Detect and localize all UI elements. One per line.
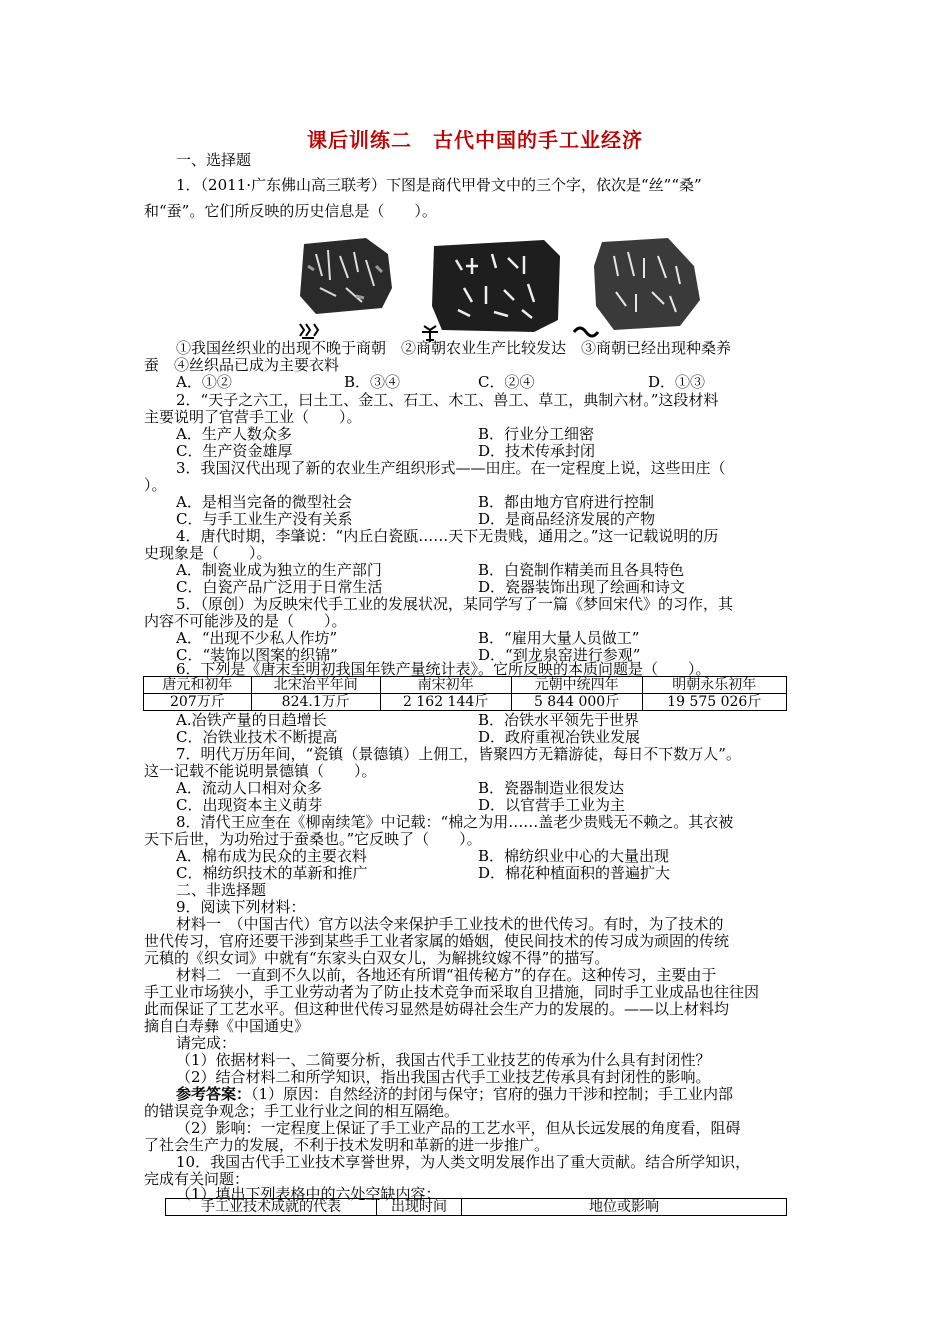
q5-stem-line1: 5．（原创）为反映宋代手工业的发展状况，某同学写了一篇《梦回宋代》的习作，其 bbox=[176, 595, 734, 613]
table-header-cell: 明朝永乐初年 bbox=[642, 677, 786, 694]
oracle-bone-figure bbox=[296, 236, 704, 344]
q2-option-a: A．生产人数众多 bbox=[176, 425, 292, 443]
q9-material1-line3: 元稹的《织女词》中就有“东家头白双女儿，为解挑纹嫁不得”的描写。 bbox=[144, 949, 610, 967]
q8-option-a: A．棉布成为民众的主要衣料 bbox=[176, 847, 367, 865]
q9-material2-line1: 材料二 一直到不久以前，各地还有所谓“祖传秘方”的存在。这种传习，主要由于 bbox=[176, 966, 717, 984]
q4-option-b: B．白瓷制作精美而且各具特色 bbox=[478, 561, 685, 579]
q9-intro: 9．阅读下列材料： bbox=[176, 898, 306, 916]
q9-answer-line4: 了社会生产力的发展，不利于技术发明和革新的进一步推广。 bbox=[144, 1136, 550, 1154]
q9-answer-line2: 的错误竞争观念；手工业行业之间的相互隔绝。 bbox=[144, 1102, 460, 1120]
q7-option-c: C．出现资本主义萌芽 bbox=[176, 796, 323, 814]
q4-option-c: C．白瓷产品广泛用于日常生活 bbox=[176, 578, 383, 596]
q9-material1-line2: 世代传习，官府还要干涉到某些手工业者家属的婚姻，使民间技术的传习成为顽固的传统 bbox=[144, 932, 730, 950]
q9-ask2: （2）结合材料二和所学知识，指出我国古代手工业技艺传承具有封闭性的影响。 bbox=[176, 1068, 711, 1086]
q5-option-d: D．“到龙泉窑进行参观” bbox=[478, 646, 641, 664]
q5-option-c: C．“装饰以图案的织锦” bbox=[176, 646, 338, 664]
table-cell: 824.1万斤 bbox=[251, 694, 380, 711]
table-header-cell: 南宋初年 bbox=[380, 677, 511, 694]
q9-material2-line3: 此而保证了工艺水平。但这种世代传习显然是妨碍社会生产力的发展的。——以上材料均 bbox=[144, 1000, 730, 1018]
q2-option-b: B．行业分工细密 bbox=[478, 425, 595, 443]
table-header-row bbox=[144, 677, 787, 694]
table-header-cell: 地位或影响 bbox=[462, 1199, 787, 1216]
q8-option-d: D．棉花种植面积的普遍扩大 bbox=[478, 864, 671, 882]
q10-stem-line2: 完成有关问题： bbox=[144, 1170, 250, 1188]
q9-material1-line1: 材料一 （中国古代）官方以法令来保护手工业技术的世代传习。有时，为了技术的 bbox=[176, 915, 724, 933]
table-header-cell: 手工业技术成就的代表 bbox=[166, 1199, 377, 1216]
iron-output-table bbox=[143, 676, 787, 711]
q8-stem-line2: 天下后世，为功殆过于蚕桑也。”它反映了（ ）。 bbox=[144, 830, 482, 848]
q3-option-a: A．是相当完备的微型社会 bbox=[176, 493, 352, 511]
q7-option-d: D．以官营手工业为主 bbox=[478, 796, 626, 814]
table-header-row bbox=[166, 1199, 787, 1216]
q7-stem-line2: 这一记载不能说明景德镇（ ）。 bbox=[144, 762, 377, 780]
table-cell: 5 844 000斤 bbox=[511, 694, 642, 711]
q3-option-b: B．都由地方官府进行控制 bbox=[478, 493, 655, 511]
table-cell: 207万斤 bbox=[144, 694, 252, 711]
q6-option-c: C．冶铁业技术不断提高 bbox=[176, 728, 338, 746]
section-heading-choice: 一、选择题 bbox=[176, 151, 252, 169]
oracle-glyph-silk bbox=[300, 324, 318, 338]
oracle-bone-fragment-1 bbox=[300, 238, 392, 314]
table-header-cell: 唐元和初年 bbox=[144, 677, 252, 694]
q1-stem-line1: 1．（2011·广东佛山高三联考）下图是商代甲骨文中的三个字，依次是“丝”“桑” bbox=[176, 176, 702, 194]
q5-option-b: B．“雇用大量人员做工” bbox=[478, 629, 640, 647]
q5-option-a: A．“出现不少私人作坊” bbox=[176, 629, 338, 647]
table-header-cell: 元朝中统四年 bbox=[511, 677, 642, 694]
q6-stem-line1: 6．下列是《唐末至明初我国年铁产量统计表》。它所反映的本质问题是（ ）。 bbox=[176, 660, 711, 678]
q1-option-d: D．①③ bbox=[648, 373, 706, 391]
table-cell: 19 575 026斤 bbox=[642, 694, 786, 711]
q1-option-b: B．③④ bbox=[344, 373, 401, 391]
page-title: 课后训练二 古代中国的手工业经济 bbox=[307, 128, 643, 152]
q9-answer-line1 bbox=[176, 1086, 733, 1103]
q2-option-c: C．生产资金雄厚 bbox=[176, 442, 293, 460]
oracle-bone-fragment-2 bbox=[432, 240, 560, 332]
q9-answer-line3: （2）影响：一定程度上保证了手工业产品的工艺水平，但从长远发展的角度看，阻碍 bbox=[176, 1119, 741, 1137]
q9-material2-line4: 摘自白寿彝《中国通史》 bbox=[144, 1017, 310, 1035]
oracle-glyph-silkworm bbox=[574, 328, 598, 336]
q9-ask: 请完成： bbox=[176, 1034, 237, 1052]
q2-stem-line1: 2．“天子之六工，曰土工、金工、石工、木工、兽工、草工，典制六材。”这段材料 bbox=[176, 391, 719, 409]
q4-stem-line2: 史现象是（ ）。 bbox=[144, 544, 272, 562]
oracle-bone-fragment-3 bbox=[594, 238, 700, 330]
q1-option-line2: 蚕 ④丝织品已成为主要衣料 bbox=[144, 356, 340, 374]
q4-option-d: D．瓷器装饰出现了绘画和诗文 bbox=[478, 578, 686, 596]
q3-option-d: D．是商品经济发展的产物 bbox=[478, 510, 656, 528]
q9-material2-line2: 手工业市场狭小，手工业劳动者为了防止技术竞争而采取自卫措施，同时手工业成品也往往因 bbox=[144, 983, 760, 1001]
answer-label: 参考答案： bbox=[176, 1085, 252, 1103]
table-row bbox=[144, 694, 787, 711]
q1-stem-line2: 和“蚕”。它们所反映的历史信息是（ ）。 bbox=[144, 202, 437, 220]
q4-option-a: A．制瓷业成为独立的生产部门 bbox=[176, 561, 382, 579]
q10-sub1: （1）填出下列表格中的六处空缺内容： bbox=[176, 1185, 441, 1203]
q9-ask1: （1）依据材料一、二简要分析，我国古代手工业技艺的传承为什么具有封闭性？ bbox=[176, 1051, 711, 1069]
q2-stem-line2: 主要说明了官营手工业（ ）。 bbox=[144, 408, 362, 426]
q6-option-b: B．冶铁水平领先于世界 bbox=[478, 711, 640, 729]
q1-option-c: C．②④ bbox=[478, 373, 535, 391]
q6-option-d: D．政府重视冶铁业发展 bbox=[478, 728, 641, 746]
q2-option-d: D．技术传承封闭 bbox=[478, 442, 596, 460]
q1-option-line1: ①我国丝织业的出现不晚于商朝 ②商朝农业生产比较发达 ③商朝已经出现种桑养 bbox=[176, 339, 732, 357]
q3-option-c: C．与手工业生产没有关系 bbox=[176, 510, 353, 528]
q8-option-b: B．棉纺织业中心的大量出现 bbox=[478, 847, 670, 865]
q5-stem-line2: 内容不可能涉及的是（ ）。 bbox=[144, 612, 347, 630]
q4-stem-line1: 4．唐代时期，李肇说：“内丘白瓷瓯……天下无贵贱，通用之。”这一记载说明的历 bbox=[176, 527, 719, 545]
answer-text: （1）原因：自然经济的封闭与保守；官府的强力干涉和控制；手工业内部 bbox=[251, 1085, 734, 1103]
table-header-cell: 出现时间 bbox=[377, 1199, 462, 1216]
table-header-cell: 北宋治平年间 bbox=[251, 677, 380, 694]
achievement-table bbox=[165, 1198, 787, 1216]
q8-stem-line1: 8．清代王应奎在《柳南续笔》中记载：“棉之为用……盖老少贵贱无不赖之。其衣被 bbox=[176, 813, 734, 831]
q1-option-a: A．①② bbox=[176, 373, 232, 391]
q3-stem-line1: 3．我国汉代出现了新的农业生产组织形式——田庄。在一定程度上说，这些田庄（ bbox=[176, 459, 726, 477]
q7-option-a: A．流动人口相对众多 bbox=[176, 779, 322, 797]
q7-stem-line1: 7．明代万历年间，“瓷镇（景德镇）上佣工，皆聚四方无籍游徒，每日不下数万人”。 bbox=[176, 745, 741, 763]
q8-option-c: C．棉纺织技术的革新和推广 bbox=[176, 864, 368, 882]
q10-stem-line1: 10．我国古代手工业技术享誉世界，为人类文明发展作出了重大贡献。结合所学知识， bbox=[176, 1153, 751, 1171]
section-heading-nonchoice: 二、非选择题 bbox=[176, 881, 267, 899]
q6-option-a: A.冶铁产量的日趋增长 bbox=[176, 711, 327, 729]
table-cell: 2 162 144斤 bbox=[380, 694, 511, 711]
q7-option-b: B．瓷器制造业很发达 bbox=[478, 779, 625, 797]
q3-stem-line2: ）。 bbox=[144, 476, 167, 494]
